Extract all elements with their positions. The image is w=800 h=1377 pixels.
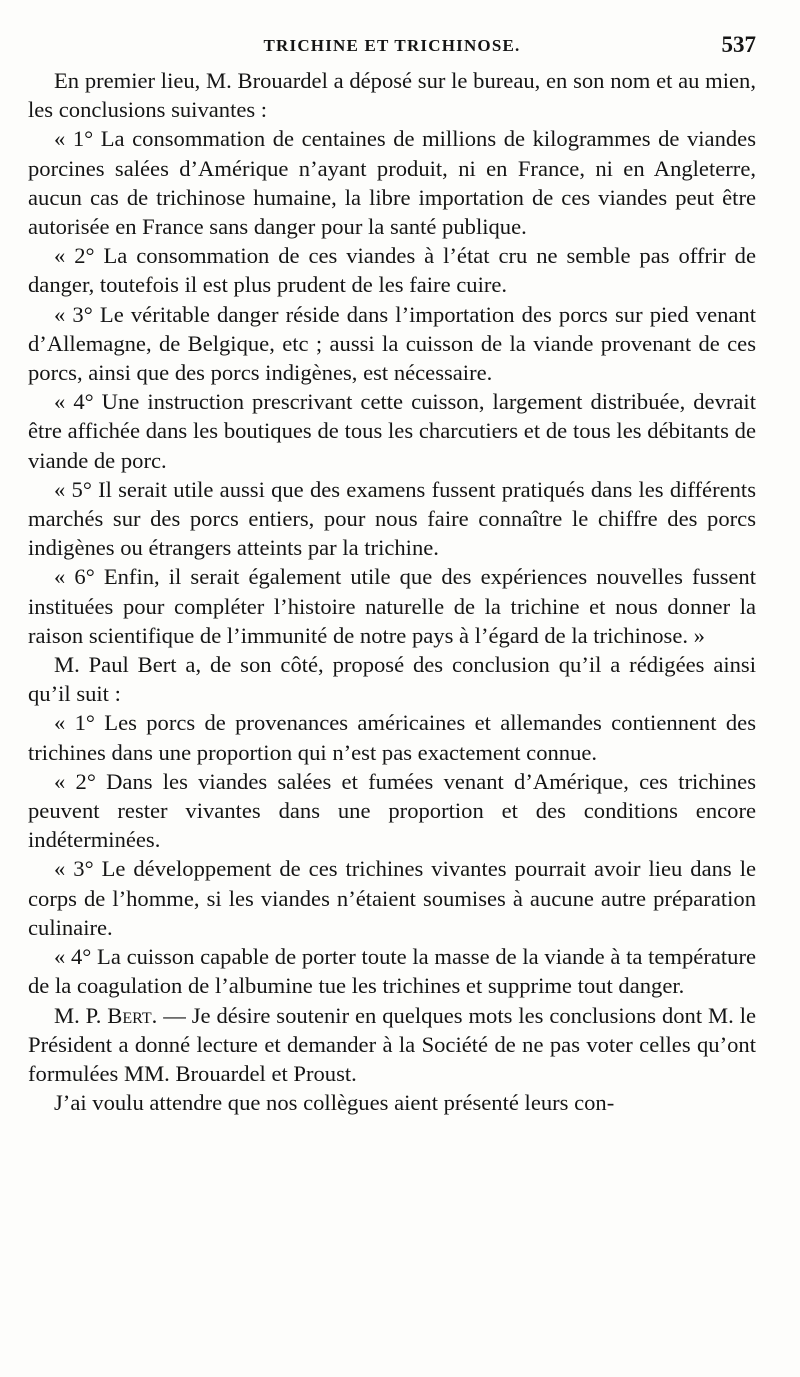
paragraph-bert-conclusion-3: « 3° Le développement de ces trichines vivantes pourrait avoir lieu dans le corps de l’homme, si les viandes n’étaient soumises à aucune autre préparation culinaire. [28,856,756,940]
paragraph-conclusion-3: « 3° Le véritable danger réside dans l’importation des porcs sur pied venant d’Allemagne, de Belgique, etc ; aussi la cuisson de la viande provenant de ces porcs, ainsi que des porcs indigènes, est nécessaire. [28,301,756,386]
paragraph-conclusion-4: « 4° Une instruction prescrivant cette cuisson, largement distribuée, devrait être affichée dans les boutiques de tous les charcutiers et de tous les débitants de viande de porc. [28,389,756,473]
paragraph-conclusion-2: « 2° La consommation de ces viandes à l’état cru ne semble pas offrir de danger, toutefois il est plus prudent de les faire cuire. [28,243,756,298]
body-text [28,66,756,1117]
speaker-name: Bert [107,1002,152,1028]
speaker-text: . — Je désire soutenir en quelques mots les conclusions dont M. le Président a donné lecture et demander à la Société de ne pas voter celles qu’ont formulées MM. Brouardel et Proust. [28,1002,757,1086]
paragraph-bert-conclusion-2: « 2° Dans les viandes salées et fumées venant d’Amérique, ces trichines peuvent rester vivantes dans une proportion et des conditions encore indéterminées. [28,768,756,853]
paragraph-conclusion-1: « 1° La consommation de centaines de millions de kilogrammes de viandes porcines salées d’Amérique n’ayant produit, ni en France, ni en Angleterre, aucun cas de trichinose humaine, la libre importation de ces viandes peut être autorisée en France sans danger pour la santé publique. [28,126,756,240]
paragraph-conclusion-6: « 6° Enfin, il serait également utile que des expériences nouvelles fussent instituées pour compléter l’histoire naturelle de la trichine et nous donner la raison scientifique de l’immunité de notre pays à l’égard de la trichinose. » [28,564,756,648]
page-number: 537 [721,32,756,57]
paragraph-bert-conclusion-1: « 1° Les porcs de provenances américaines et allemandes contiennent des trichines dans une proportion qui n’est pas exactement connue. [28,710,756,765]
paragraph-intro: En premier lieu, M. Brouardel a déposé sur le bureau, en son nom et au mien, les conclusions suivantes : [28,68,756,123]
paragraph-closing: J’ai voulu attendre que nos collègues aient présenté leurs con- [54,1090,615,1116]
running-title: TRICHINE ET TRICHINOSE. [263,36,521,55]
paragraph-conclusion-5: « 5° Il serait utile aussi que des examens fussent pratiqués dans les différents marchés sur des porcs entiers, pour nous faire connaître le chiffre des porcs indigènes ou étrangers atteints par la trichine. [28,476,756,561]
speaker-prefix: M. P. [54,1002,108,1028]
paragraph-speaker-bert [28,1001,756,1089]
paragraph-paul-bert-intro: M. Paul Bert a, de son côté, proposé des conclusion qu’il a rédigées ainsi qu’il suit : [28,652,756,707]
paragraph-bert-conclusion-4: « 4° La cuisson capable de porter toute la masse de la viande à ta température de la coagulation de l’albumine tue les trichines et supprime tout danger. [28,944,756,999]
page-header [28,30,756,66]
